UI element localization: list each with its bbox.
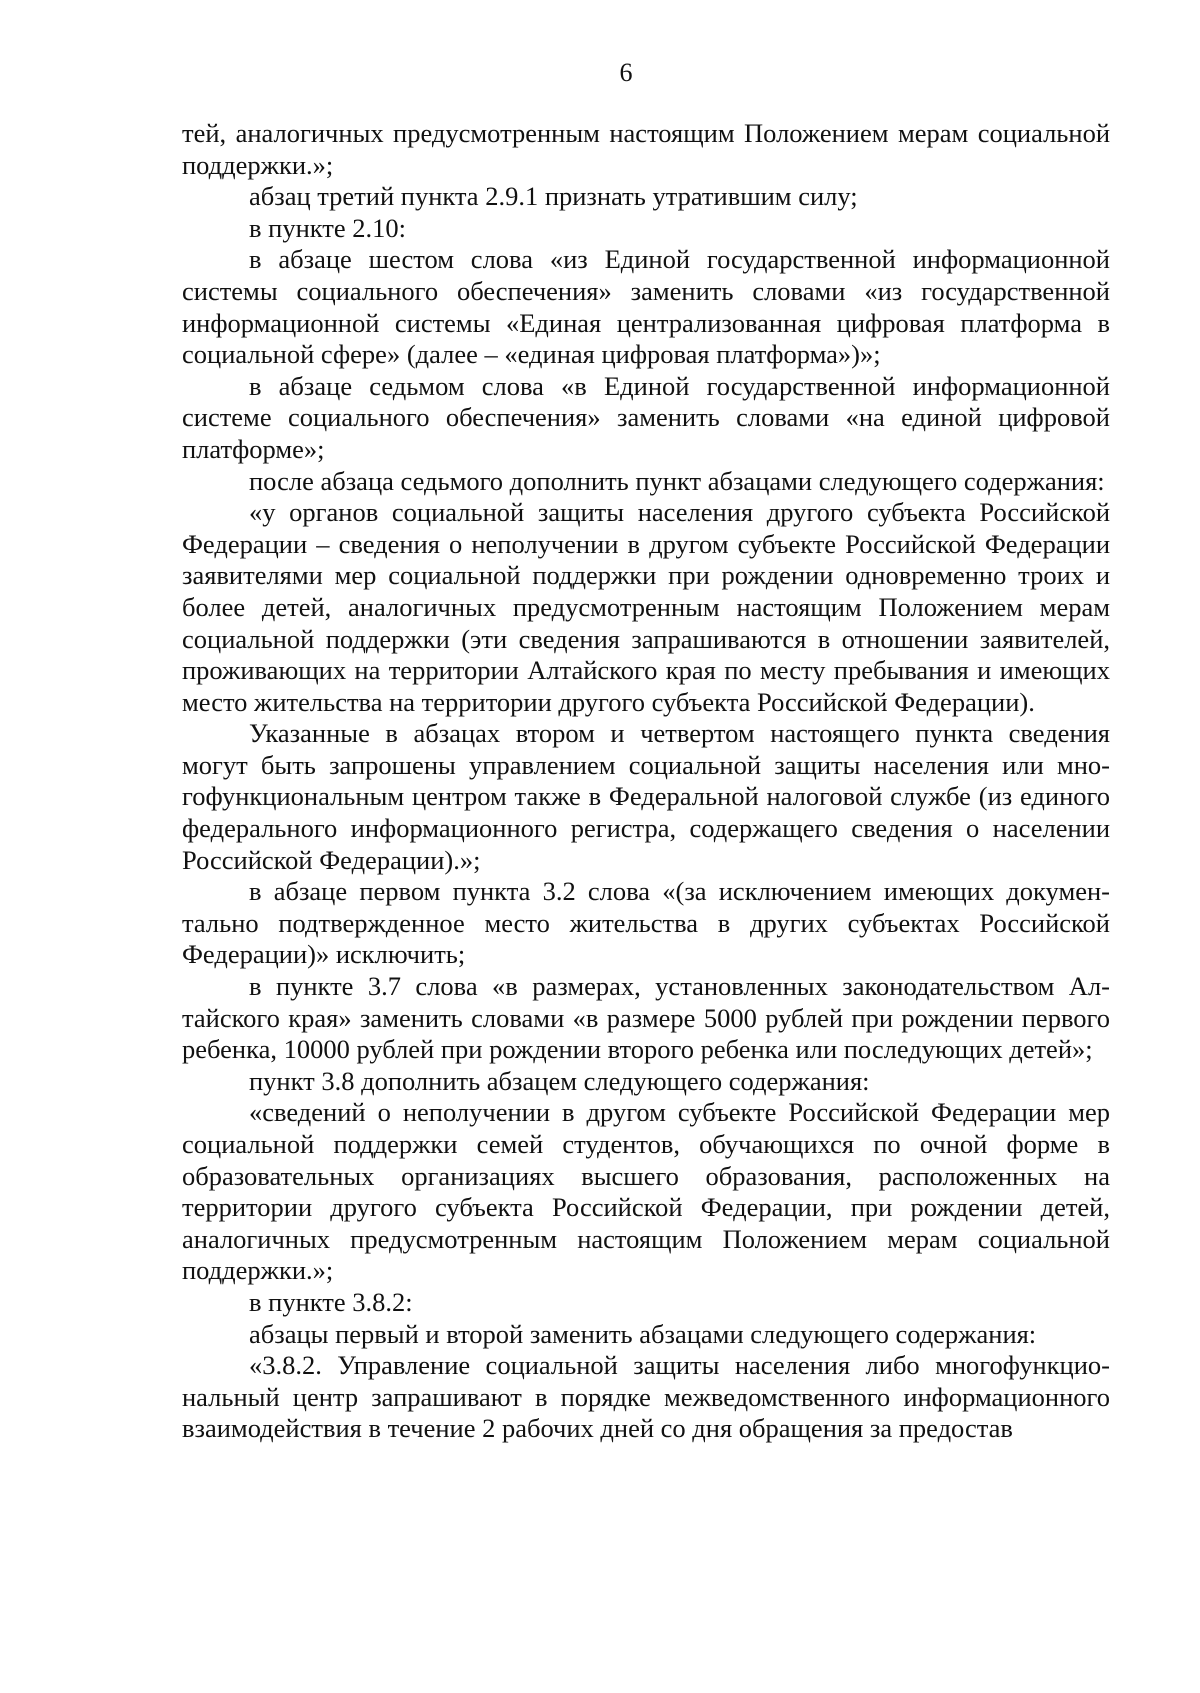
paragraph-replace-abzacs: абзацы первый и второй заменить абзацами следующего содержания: [249, 1318, 1037, 1349]
paragraph-point-3-7: в пункте 3.7 слова «в размерах, установленных законодательством Алтайского края» заменить словами «в размере 5000 рублей при рождении первого ребенка, 10000 рублей при рождении второго ребенка или последующих детей»; [182, 971, 1110, 1065]
paragraph-3-8-2-text: «3.8.2. Управление социальной защиты населения либо многофункциональный центр запрашивают в порядке межведомственного информационного взаимодействия в течение 2 рабочих дней со дня обращения за предостав [182, 1350, 1110, 1444]
paragraph-point-3-2: в абзаце первом пункта 3.2 слова «(за исключением имеющих документально подтвержденное место жительства в других субъектах Российской Федерации)» исключить; [182, 876, 1110, 970]
paragraph-continuation: тей, аналогичных предусмотренным настоящим Положением мерам социальной поддержки.»; [182, 118, 1110, 180]
paragraph-other-subject-info: «у органов социальной защиты населения другого субъекта Российской Федерации – сведения о неполучении в другом субъекте Российской Федерации заявителями мер социальной поддержки при рождении одновременно троих и более детей, аналогичных предусмотренным настоящим Положением мерам социальной поддержки (эти сведения запрашиваются в отношении заявителей, проживающих на территории Алтайского края по месту пребывания и имеющих место жительства на территории другого субъекта Российской Федерации). [182, 497, 1110, 717]
paragraph-tax-service: Указанные в абзацах втором и четвертом настоящего пункта сведения могут быть запрошены управлением социальной защиты населения или многофункциональным центром также в Федеральной налоговой службе (из единого федерального информационного регистра, содержащего сведения о населении Российской Федерации).»; [182, 718, 1110, 875]
paragraph-sixth-abzac: в абзаце шестом слова «из Единой государственной информационной системы социального обеспечения» заменить словами «из государственной информационной системы «Единая централизованная цифровая платформа в социальной сфере» (далее – «единая цифровая платформа»)»; [182, 244, 1110, 370]
paragraph-point-3-8: пункт 3.8 дополнить абзацем следующего содержания: [249, 1065, 870, 1096]
paragraph-point-3-8-2: в пункте 3.8.2: [249, 1286, 413, 1317]
paragraph-point-2-10: в пункте 2.10: [249, 212, 406, 243]
paragraph-after-seventh: после абзаца седьмого дополнить пункт абзацами следующего содержания: [249, 465, 1105, 496]
paragraph-seventh-abzac: в абзаце седьмом слова «в Единой государственной информационной системе социального обеспечения» заменить словами «на единой цифровой платформе»; [182, 370, 1110, 464]
paragraph-students-support: «сведений о неполучении в другом субъекте Российской Федерации мер социальной поддержки семей студентов, обучающихся по очной форме в образовательных организациях высшего образования, расположенных на территории другого субъекта Российской Федерации, при рождении детей, аналогичных предусмотренным настоящим Положением мерам социальной поддержки.»; [182, 1097, 1110, 1286]
document-body [182, 118, 1110, 1445]
paragraph-amendment-2-9-1: абзац третий пункта 2.9.1 признать утратившим силу; [249, 181, 858, 212]
page-number: 6 [619, 58, 633, 87]
